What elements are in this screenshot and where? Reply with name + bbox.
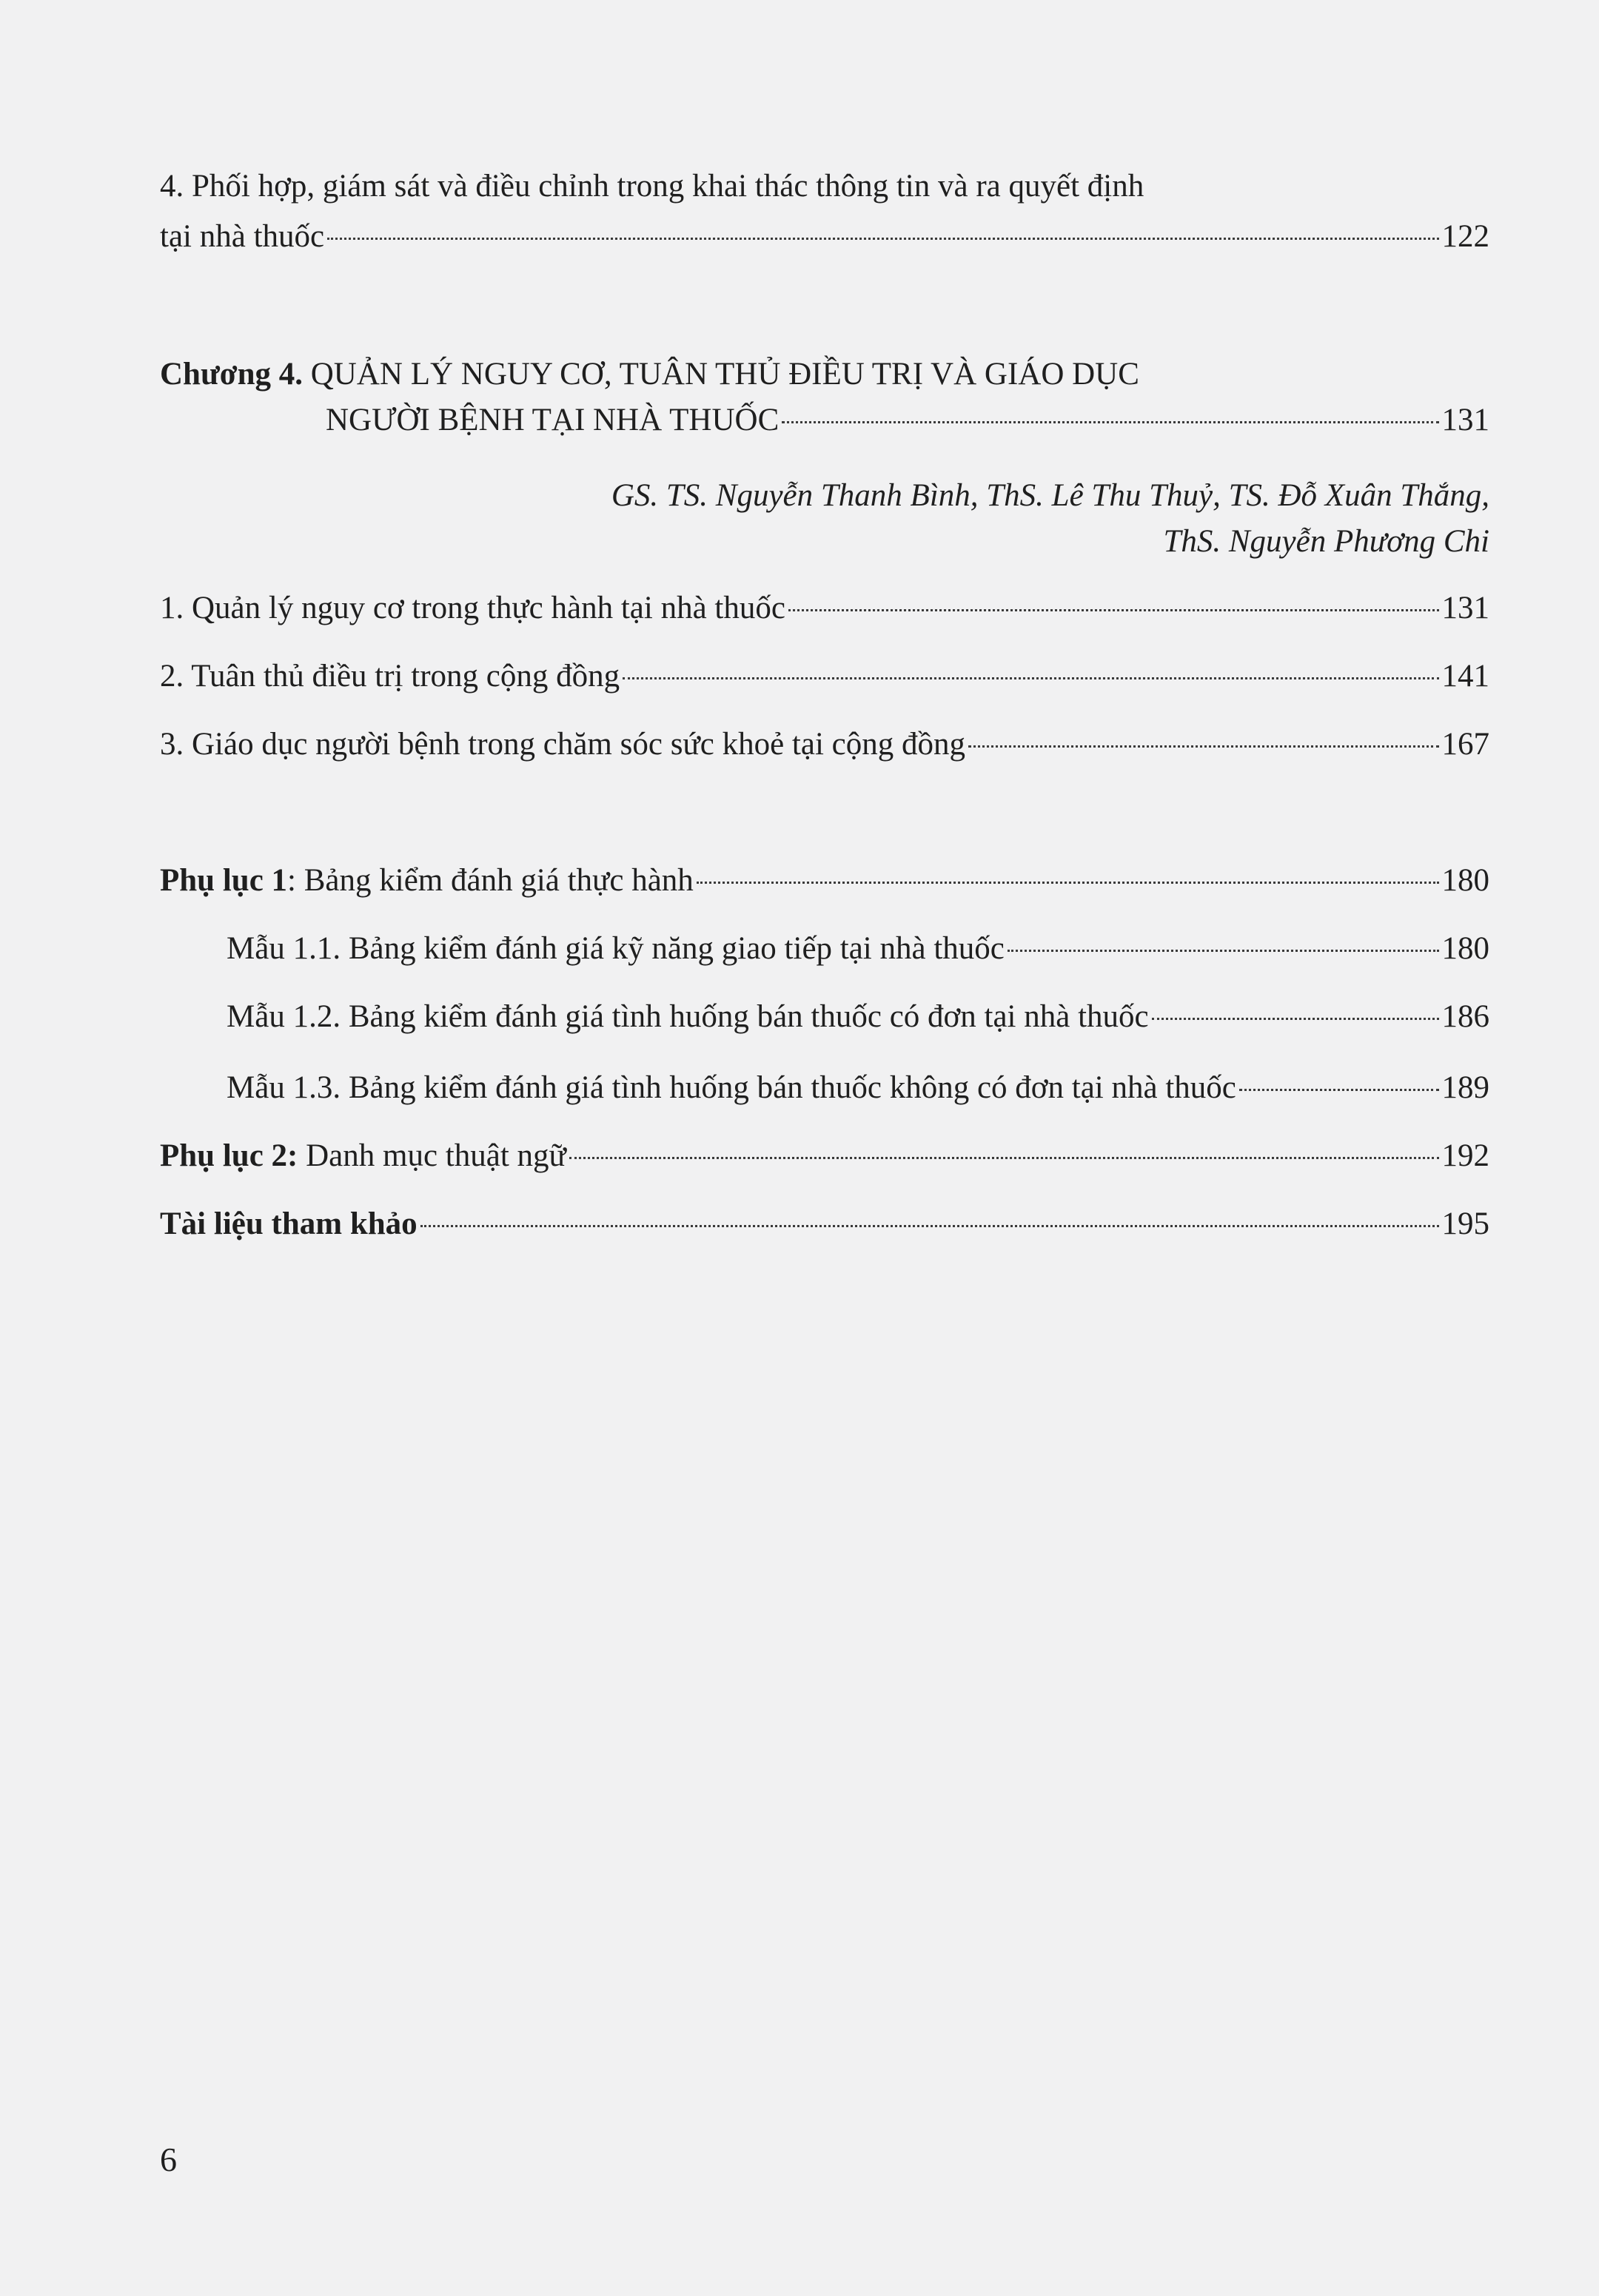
appendix-2 [160,1137,1489,1175]
chapter-4-item-1-text: 1. Quản lý nguy cơ trong thực hành tại nhà thuốc [160,591,785,625]
appendix-1-item-1-text: Mẫu 1.1. Bảng kiểm đánh giá kỹ năng giao tiếp tại nhà thuốc [227,931,1005,966]
chapter-4-title-line2: NGƯỜI BỆNH TẠI NHÀ THUỐC [326,403,780,437]
chapter-4-item-1-page: 131 [1441,591,1489,625]
page-number: 6 [160,2141,177,2178]
chapter-4-item-1 [160,589,1489,628]
chapter-4-item-3 [160,725,1489,764]
appendix-1-item-2-page: 186 [1441,999,1489,1034]
dot-leader [968,745,1439,748]
chapter-4-item-2-page: 141 [1441,659,1489,694]
chapter-4-prefix: Chương 4. [160,357,303,392]
chapter-4-authors-line1: GS. TS. Nguyễn Thanh Bình, ThS. Lê Thu Thuỷ, TS. Đỗ Xuân Thắng, [611,478,1489,513]
toc-item-4 [160,218,1489,256]
references [160,1205,1489,1243]
dot-leader [1008,950,1439,952]
appendix-1-item-1-page: 180 [1441,931,1489,966]
appendix-1 [160,862,1489,900]
chapter-4-item-3-page: 167 [1441,727,1489,762]
appendix-1-item-3-text: Mẫu 1.3. Bảng kiểm đánh giá tình huống bán thuốc không có đơn tại nhà thuốc [227,1070,1236,1105]
dot-leader [420,1225,1439,1227]
dot-leader [782,421,1438,423]
references-label: Tài liệu tham khảo [160,1206,418,1241]
appendix-2-heading [160,1137,566,1175]
appendix-1-item-1 [227,930,1489,968]
toc-item-4-page: 122 [1441,219,1489,254]
chapter-4-title-line1: QUẢN LÝ NGUY CƠ, TUÂN THỦ ĐIỀU TRỊ VÀ GIÁO DỤC [310,357,1139,392]
appendix-1-page: 180 [1441,863,1489,898]
appendix-2-title: Danh mục thuật ngữ [298,1138,566,1173]
toc-item-4-line1: 4. Phối hợp, giám sát và điều chỉnh trong khai thác thông tin và ra quyết định [160,169,1144,204]
appendix-2-page: 192 [1441,1138,1489,1173]
appendix-1-item-2-text: Mẫu 1.2. Bảng kiểm đánh giá tình huống bán thuốc có đơn tại nhà thuốc [227,999,1149,1034]
appendix-1-item-3 [227,1069,1489,1107]
appendix-1-label: Phụ lục 1 [160,863,288,898]
dot-leader [1239,1089,1439,1091]
chapter-4-heading-line2 [326,401,1489,440]
toc-item-4-line2: tại nhà thuốc [160,219,325,254]
appendix-1-heading [160,862,694,900]
appendix-1-title: : Bảng kiểm đánh giá thực hành [287,863,694,898]
dot-leader [327,238,1438,240]
dot-leader [623,677,1438,679]
chapter-4-item-3-text: 3. Giáo dục người bệnh trong chăm sóc sức khoẻ tại cộng đồng [160,727,965,762]
chapter-4-authors-line2: ThS. Nguyễn Phương Chi [1163,524,1489,559]
chapter-4-heading-line1 [160,355,1139,394]
dot-leader [697,882,1439,884]
chapter-4-item-2-text: 2. Tuân thủ điều trị trong cộng đồng [160,659,620,694]
dot-leader [569,1157,1439,1159]
chapter-4-item-2 [160,657,1489,696]
references-page: 195 [1441,1206,1489,1241]
appendix-1-item-2 [227,998,1489,1036]
chapter-4-page: 131 [1441,403,1489,437]
dot-leader [788,609,1439,611]
appendix-1-item-3-page: 189 [1441,1070,1489,1105]
dot-leader [1152,1018,1439,1020]
appendix-2-label: Phụ lục 2: [160,1138,298,1173]
